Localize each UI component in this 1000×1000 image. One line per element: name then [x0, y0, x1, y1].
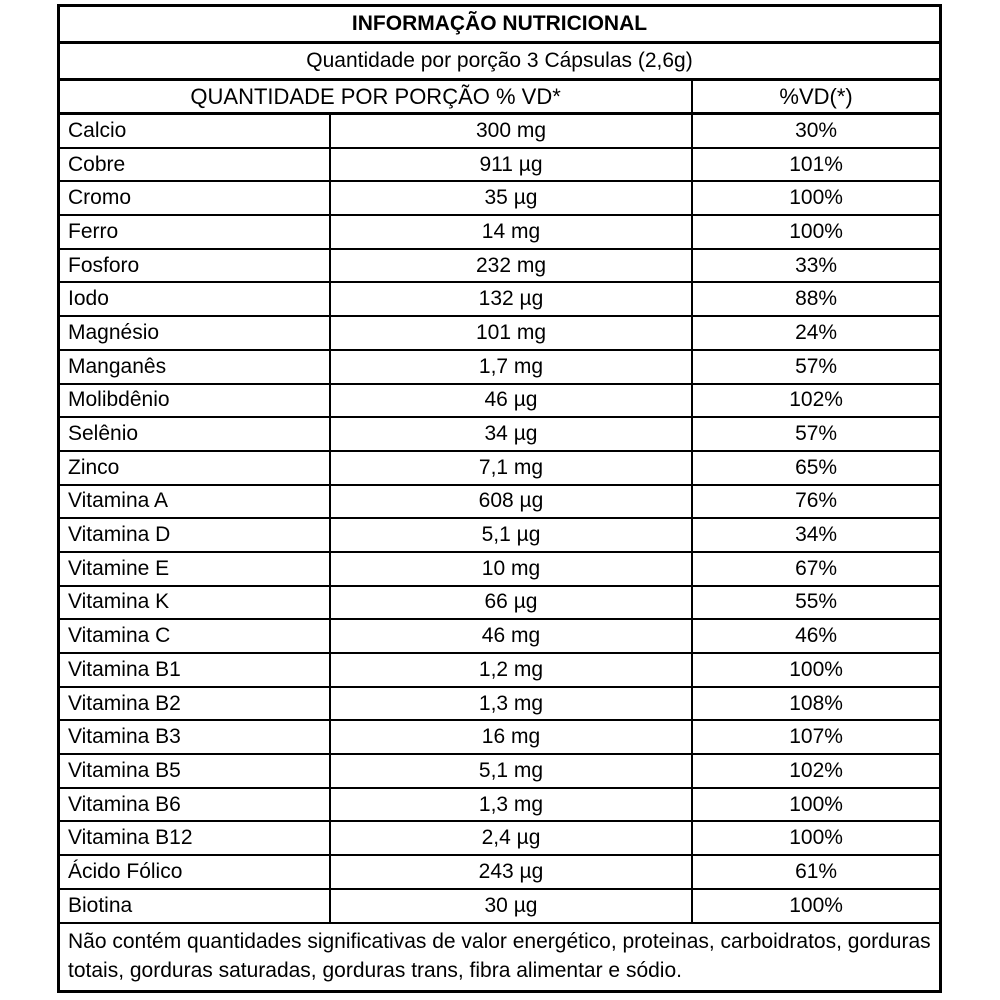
nutrient-amount: 30 µg: [330, 889, 692, 923]
nutrient-amount: 5,1 µg: [330, 518, 692, 552]
nutrient-name: Iodo: [59, 282, 330, 316]
nutrient-name: Vitamina B2: [59, 687, 330, 721]
nutrient-dv: 100%: [692, 181, 940, 215]
nutrient-amount: 1,2 mg: [330, 653, 692, 687]
table-row: [59, 889, 941, 923]
nutrient-rows: [59, 114, 941, 923]
column-header-amount: QUANTIDADE POR PORÇÃO % VD*: [59, 80, 693, 114]
nutrient-dv: 107%: [692, 720, 940, 754]
nutrient-amount: 1,7 mg: [330, 350, 692, 384]
nutrient-dv: 100%: [692, 788, 940, 822]
table-row: [59, 417, 941, 451]
nutrient-name: Vitamina B12: [59, 821, 330, 855]
nutrient-dv: 34%: [692, 518, 940, 552]
nutrient-name: Vitamina D: [59, 518, 330, 552]
table-row: [59, 384, 941, 418]
nutrient-name: Vitamina B5: [59, 754, 330, 788]
disclaimer-row: [59, 923, 941, 992]
nutrient-amount: 1,3 mg: [330, 687, 692, 721]
nutrient-amount: 2,4 µg: [330, 821, 692, 855]
nutrient-amount: 1,3 mg: [330, 788, 692, 822]
table-row: [59, 114, 941, 148]
table-row: [59, 619, 941, 653]
nutrient-name: Biotina: [59, 889, 330, 923]
column-header-dv: %VD(*): [692, 80, 940, 114]
table-row: [59, 754, 941, 788]
nutrient-amount: 66 µg: [330, 586, 692, 620]
table-head: [59, 6, 941, 114]
table-row: [59, 720, 941, 754]
table-row: [59, 855, 941, 889]
serving-size-text: Quantidade por porção 3 Cápsulas (2,6g): [59, 43, 941, 80]
nutrient-dv: 88%: [692, 282, 940, 316]
nutrient-name: Manganês: [59, 350, 330, 384]
nutrient-dv: 100%: [692, 889, 940, 923]
table-row: [59, 687, 941, 721]
nutrient-amount: 10 mg: [330, 552, 692, 586]
nutrient-dv: 100%: [692, 653, 940, 687]
nutrient-amount: 35 µg: [330, 181, 692, 215]
nutrient-dv: 57%: [692, 417, 940, 451]
table-row: [59, 148, 941, 182]
table-row: [59, 181, 941, 215]
title-row: [59, 6, 941, 43]
nutrient-dv: 24%: [692, 316, 940, 350]
nutrient-amount: 243 µg: [330, 855, 692, 889]
nutrient-dv: 61%: [692, 855, 940, 889]
table-row: [59, 788, 941, 822]
nutrient-dv: 108%: [692, 687, 940, 721]
nutrient-name: Cobre: [59, 148, 330, 182]
table-row: [59, 552, 941, 586]
nutrient-amount: 7,1 mg: [330, 451, 692, 485]
nutrient-amount: 5,1 mg: [330, 754, 692, 788]
nutrient-name: Magnésio: [59, 316, 330, 350]
nutrient-dv: 100%: [692, 821, 940, 855]
nutrition-facts-table: [57, 4, 942, 993]
nutrient-name: Selênio: [59, 417, 330, 451]
page-title: INFORMAÇÃO NUTRICIONAL: [59, 6, 941, 43]
nutrient-dv: 33%: [692, 249, 940, 283]
nutrient-amount: 911 µg: [330, 148, 692, 182]
table-row: [59, 485, 941, 519]
nutrient-amount: 101 mg: [330, 316, 692, 350]
nutrient-amount: 300 mg: [330, 114, 692, 148]
nutrient-dv: 65%: [692, 451, 940, 485]
nutrient-name: Calcio: [59, 114, 330, 148]
nutrient-dv: 102%: [692, 384, 940, 418]
nutrient-amount: 34 µg: [330, 417, 692, 451]
nutrient-dv: 101%: [692, 148, 940, 182]
table-row: [59, 215, 941, 249]
table-row: [59, 282, 941, 316]
nutrient-dv: 57%: [692, 350, 940, 384]
nutrient-dv: 46%: [692, 619, 940, 653]
table-foot: [59, 923, 941, 992]
nutrient-name: Vitamina K: [59, 586, 330, 620]
nutrient-dv: 102%: [692, 754, 940, 788]
nutrient-name: Zinco: [59, 451, 330, 485]
nutrient-name: Ácido Fólico: [59, 855, 330, 889]
nutrient-amount: 232 mg: [330, 249, 692, 283]
nutrient-name: Vitamina C: [59, 619, 330, 653]
table-row: [59, 821, 941, 855]
nutrient-dv: 76%: [692, 485, 940, 519]
nutrient-name: Vitamina A: [59, 485, 330, 519]
column-header-row: [59, 80, 941, 114]
nutrient-name: Fosforo: [59, 249, 330, 283]
nutrient-dv: 67%: [692, 552, 940, 586]
serving-size-row: [59, 43, 941, 80]
nutrient-dv: 30%: [692, 114, 940, 148]
table-row: [59, 350, 941, 384]
table-row: [59, 249, 941, 283]
nutrient-dv: 55%: [692, 586, 940, 620]
nutrient-amount: 46 mg: [330, 619, 692, 653]
nutrient-name: Vitamine E: [59, 552, 330, 586]
nutrient-name: Vitamina B6: [59, 788, 330, 822]
nutrient-amount: 46 µg: [330, 384, 692, 418]
nutrient-amount: 14 mg: [330, 215, 692, 249]
table-row: [59, 451, 941, 485]
nutrient-dv: 100%: [692, 215, 940, 249]
nutrient-amount: 16 mg: [330, 720, 692, 754]
disclaimer-text: Não contém quantidades significativas de valor energético, proteinas, carboidratos, gorduras totais, gorduras saturadas, gorduras trans, fibra alimentar e sódio.: [59, 923, 941, 992]
nutrient-name: Ferro: [59, 215, 330, 249]
nutrient-name: Molibdênio: [59, 384, 330, 418]
table-row: [59, 316, 941, 350]
table-row: [59, 586, 941, 620]
nutrient-amount: 608 µg: [330, 485, 692, 519]
nutrient-name: Vitamina B3: [59, 720, 330, 754]
table-row: [59, 653, 941, 687]
nutrient-amount: 132 µg: [330, 282, 692, 316]
nutrient-name: Vitamina B1: [59, 653, 330, 687]
nutrient-name: Cromo: [59, 181, 330, 215]
table-row: [59, 518, 941, 552]
